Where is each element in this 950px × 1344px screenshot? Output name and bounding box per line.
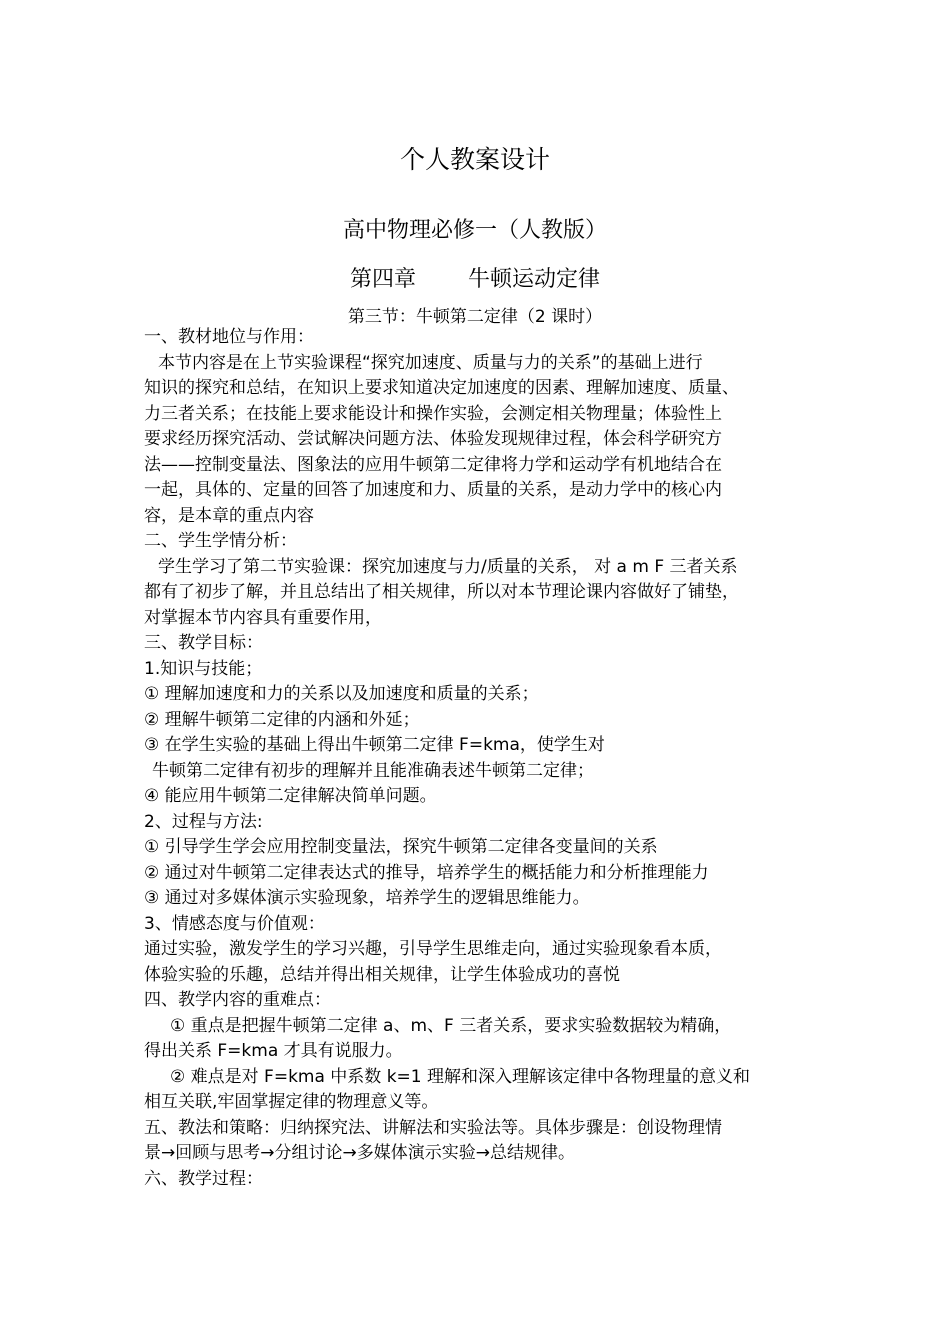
paragraph-line: 学生学习了第二节实验课：探究加速度与力/质量的关系， 对 a m F 三者关系 bbox=[158, 556, 738, 577]
list-item: ② 理解牛顿第二定律的内涵和外延； bbox=[144, 709, 420, 730]
paragraph-line: 对掌握本节内容具有重要作用， bbox=[144, 607, 382, 628]
doc-title: 个人教案设计 bbox=[399, 145, 550, 174]
list-item: ② 难点是对 F=kma 中系数 k=1 理解和深入理解该定律中各物理量的意义和 bbox=[170, 1066, 751, 1087]
paragraph-line: 法——控制变量法、图象法的应用牛顿第二定律将力学和运动学有机地结合在 bbox=[144, 454, 722, 475]
paragraph-line: 要求经历探究活动、尝试解决问题方法、体验发现规律过程，体会科学研究方 bbox=[144, 429, 722, 449]
heading-teaching-process: 六、教学过程： bbox=[144, 1168, 263, 1189]
paragraph-line: 都有了初步了解，并且总结出了相关规律，所以对本节理论课内容做好了铺垫， bbox=[144, 582, 739, 602]
paragraph-line: 本节内容是在上节实验课程“探究加速度、质量与力的关系”的基础上进行 bbox=[158, 352, 703, 373]
chapter-heading bbox=[0, 262, 950, 293]
list-item: ② 通过对牛顿第二定律表达式的推导，培养学生的概括能力和分析推理能力 bbox=[144, 862, 709, 883]
subheading-knowledge-skills: 1.知识与技能； bbox=[144, 658, 263, 679]
heading-key-points: 四、教学内容的重难点： bbox=[144, 990, 331, 1010]
paragraph-line: 通过实验，激发学生的学习兴趣，引导学生思维走向，通过实验现象看本质， bbox=[144, 939, 722, 959]
paragraph-line: 景→回顾与思考→分组讨论→多媒体演示实验→总结规律。 bbox=[144, 1143, 575, 1163]
list-item-continuation: 得出关系 F=kma 才具有说服力。 bbox=[144, 1041, 403, 1061]
heading-teaching-goals: 三、教学目标： bbox=[144, 633, 263, 653]
chapter-number: 第四章 bbox=[349, 267, 416, 292]
list-item: ③ 通过对多媒体演示实验现象，培养学生的逻辑思维能力。 bbox=[144, 888, 590, 908]
list-item: ① 重点是把握牛顿第二定律 a、m、F 三者关系，要求实验数据较为精确， bbox=[170, 1015, 732, 1036]
paragraph-line: 知识的探究和总结，在知识上要求知道决定加速度的因素、理解加速度、质量、 bbox=[144, 378, 739, 398]
chapter-name: 牛顿运动定律 bbox=[468, 267, 601, 292]
list-item: ① 理解加速度和力的关系以及加速度和质量的关系； bbox=[144, 684, 539, 704]
subheading-attitude-values: 3、情感态度与价值观： bbox=[144, 913, 325, 934]
section-heading: 第三节：牛顿第二定律（2 课时） bbox=[347, 307, 603, 327]
paragraph-line: 力三者关系；在技能上要求能设计和操作实验，会测定相关物理量；体验性上 bbox=[144, 403, 722, 424]
paragraph-line: 体验实验的乐趣，总结并得出相关规律，让学生体验成功的喜悦 bbox=[144, 964, 620, 985]
subheading-process-method: 2、过程与方法: bbox=[144, 811, 263, 832]
list-item: ① 引导学生学会应用控制变量法，探究牛顿第二定律各变量间的关系 bbox=[144, 837, 658, 857]
paragraph-line: 容，是本章的重点内容 bbox=[144, 505, 314, 526]
paragraph-line: 一起，具体的、定量的回答了加速度和力、质量的关系，是动力学中的核心内 bbox=[144, 480, 722, 500]
document-body bbox=[144, 325, 824, 1192]
list-item: ④ 能应用牛顿第二定律解决简单问题。 bbox=[144, 786, 437, 806]
heading-textbook-role: 一、教材地位与作用： bbox=[144, 327, 314, 347]
doc-subject: 高中物理必修一（人教版） bbox=[342, 218, 607, 243]
list-item-continuation: 牛顿第二定律有初步的理解并且能准确表述牛顿第二定律； bbox=[152, 760, 594, 781]
list-item-continuation: 相互关联,牢固掌握定律的物理意义等。 bbox=[144, 1092, 439, 1112]
list-item: ③ 在学生实验的基础上得出牛顿第二定律 F=kma，使学生对 bbox=[144, 735, 605, 755]
heading-student-analysis: 二、学生学情分析： bbox=[144, 531, 297, 551]
heading-methods-strategy: 五、教法和策略：归纳探究法、讲解法和实验法等。具体步骤是：创设物理情 bbox=[144, 1117, 722, 1138]
